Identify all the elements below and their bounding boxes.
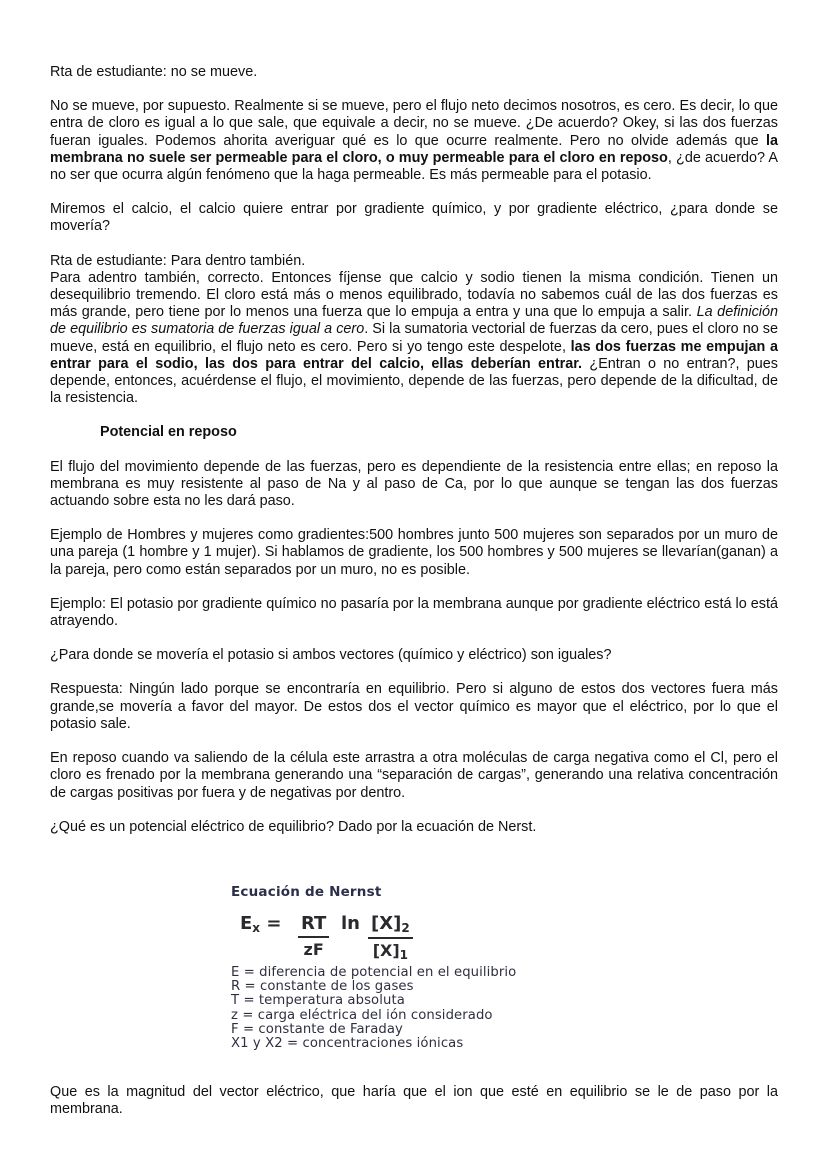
- paragraph-equilibrium: [50, 270, 778, 408]
- paragraph-chlorine-flow: [50, 98, 778, 184]
- text-segment: , ¿de acuerdo? A no ser que ocurra algún fenómeno que la haga permeable. Es más permeable para el potasio.: [50, 149, 779, 184]
- legend-item: F = constante de Faraday: [231, 1021, 403, 1037]
- concentration-symbol: [X]: [372, 941, 400, 960]
- legend-item: R = constante de los gases: [231, 979, 414, 995]
- paragraph-calcium-question: Miremos el calcio, el calcio quiere entrar por gradiente químico, y por gradiente eléctrico, ¿para donde se movería?: [50, 201, 778, 235]
- legend-item: X1 y X2 = concentraciones iónicas: [231, 1036, 464, 1052]
- student-answer-2: Rta de estudiante: Para dentro también.: [50, 252, 306, 269]
- numerator: [368, 913, 413, 939]
- fraction-rt-zf: [298, 913, 329, 959]
- equation-lhs: [240, 913, 281, 935]
- paragraph-example-people: Ejemplo de Hombres y mujeres como gradientes:500 hombres junto 500 mujeres son separados por un muro de una pareja (1 hombre y 1 mujer). Si hablamos de gradiente, los 500 hombres y 500 mujeres se llevarían(ganan) a la pareja, pero como están separados por un muro, no es posible.: [50, 527, 778, 578]
- subscript: 2: [401, 921, 410, 935]
- nernst-equation: [231, 910, 611, 962]
- closing-paragraph-container: [50, 1084, 778, 1118]
- figure-title: Ecuación de Nernst: [231, 884, 382, 900]
- nernst-equation-figure: [231, 884, 611, 1051]
- equation-legend: [231, 966, 611, 1051]
- paragraph-answer: Respuesta: Ningún lado porque se encontraría en equilibrio. Pero si alguno de estos dos vectores fuera más grande,se movería a favor del mayor. De estos dos el vector químico es mayor que el eléctrico, por lo que el potasio sale.: [50, 681, 778, 732]
- subscript: 1: [399, 948, 409, 962]
- section-heading: Potencial en reposo: [100, 424, 237, 441]
- equals-sign: =: [260, 913, 282, 934]
- paragraph-example-potassium: Ejemplo: El potasio por gradiente químico no pasaría por la membrana aunque por gradiente eléctrico está lo está atrayendo.: [50, 595, 778, 630]
- bold-emphasis: la membrana no suele ser permeable para el cloro, o muy permeable para el cloro en reposo: [50, 132, 778, 166]
- paragraph-potassium-question: ¿Para donde se movería el potasio si ambos vectores (químico y eléctrico) son iguales?: [50, 647, 612, 664]
- paragraph-nernst-question: ¿Qué es un potencial eléctrico de equilibrio? Dado por la ecuación de Nerst.: [50, 818, 537, 835]
- legend-item: z = carga eléctrica del ión considerado: [231, 1007, 493, 1023]
- text-segment: . Si la sumatoria vectorial de fuerzas da cero, pues el cloro no se mueve, está en equilibrio, el flujo neto es cero. Pero si yo tengo este despelote,: [50, 321, 778, 355]
- ln-operator: ln: [341, 913, 360, 934]
- legend-item: E = diferencia de potencial en el equilibrio: [231, 965, 517, 980]
- fraction-concentrations: [368, 913, 413, 962]
- concentration-symbol: [X]: [371, 913, 402, 934]
- paragraph-resistance: El flujo del movimiento depende de las fuerzas, pero es dependiente de la resistencia entre ellas; en reposo la membrana es muy resistente al paso de Na y al paso de Ca, por lo que aunque se tengan las dos fuerzas actuando sobre esta no les dará paso.: [50, 458, 778, 510]
- subscript-x: x: [252, 921, 261, 935]
- text-segment: Para adentro también, correcto. Entonces fíjense que calcio y sodio tienen la misma condición. Tienen un desequilibrio tremendo. El cloro está más o menos equilibrado, todavía no sabemos cuál de las dos fuerzas es más grande, pero tiene por lo menos una fuerza que lo empuja a entra y una que lo empuja a salir.: [50, 269, 778, 321]
- bold-emphasis: las dos fuerzas me empujan a entrar para el sodio, las dos para entrar del calcio, ellas deberían entrar.: [50, 338, 778, 372]
- denominator: [368, 939, 413, 962]
- text-segment: ¿Entran o no entran?, pues depende, entonces, acuérdense el flujo, el movimiento, depende de las fuerzas, pero depende de la dificultad, de la resistencia.: [50, 355, 779, 407]
- paragraph-electric-vector: Que es la magnitud del vector eléctrico, que haría que el ion que esté en equilibrio se le de paso por la membrana.: [50, 1084, 778, 1118]
- symbol-e: E: [240, 913, 253, 934]
- paragraph-charge-separation: En reposo cuando va saliendo de la célula este arrastra a otra moléculas de carga negativa como el Cl, pero el cloro es frenado por la membrana generando una “separación de cargas”, generando una relativa concentración de cargas positivas por fuera y de negativas por dentro.: [50, 750, 778, 801]
- student-answer-1: Rta de estudiante: no se mueve.: [50, 64, 258, 80]
- numerator: RT: [298, 913, 329, 938]
- text-segment: No se mueve, por supuesto. Realmente si se mueve, pero el flujo neto decimos nosotros, es cero. Es decir, lo que entra de cloro es igual a lo que sale, que equivale a decir, no se mueve. ¿De acuerdo? Okey, si las dos fuerzas fueran iguales. Podemos ahorita averiguar qué es lo que ocurre realmente. Pero no olvide además que: [50, 98, 778, 149]
- legend-item: T = temperatura absoluta: [231, 993, 405, 1009]
- document-body: [50, 64, 778, 836]
- italic-definition: La definición de equilibrio es sumatoria de fuerzas igual a cero: [50, 304, 778, 338]
- denominator: zF: [303, 940, 324, 959]
